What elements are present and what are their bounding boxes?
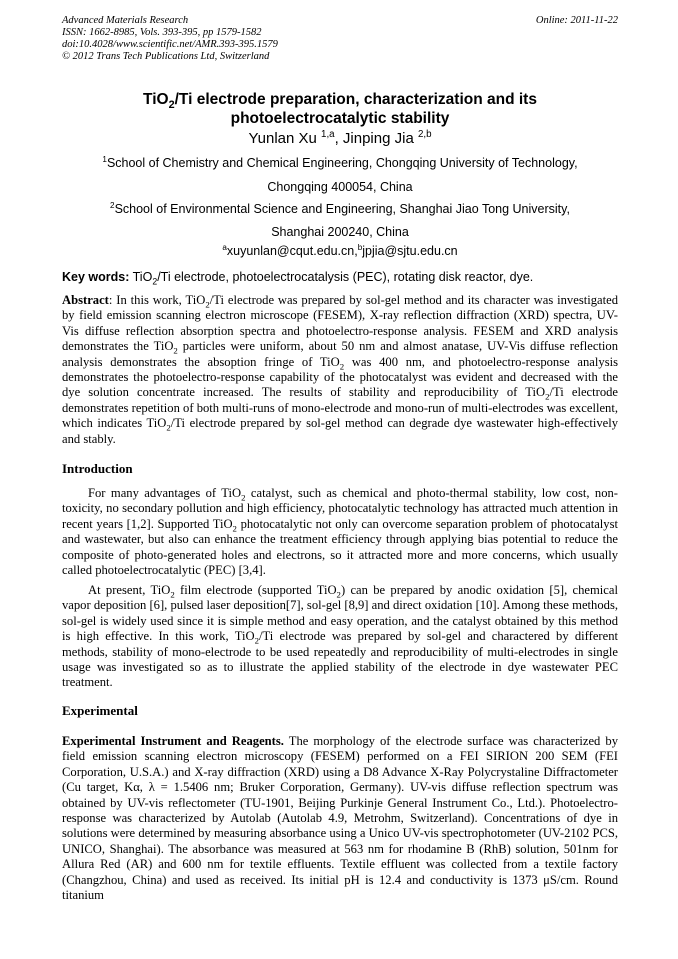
keywords-label: Key words:	[62, 270, 130, 284]
abstract: Abstract: In this work, TiO$_2$/Ti electrode was prepared by sol-gel method and its character was investigated by field emission scanning electron microscope (FESEM), X-ray reflection diffraction (XRD) spectra, UV-Vis diffuse reflection absorption spectra and photoelectro-response analysis. FESEM and XRD analysis demonstrates the TiO$_2$ particles were uniform, about 50 nm and almost anatase, UV-Vis diffuse reflection analysis demonstrates the absoption fringe of TiO$_2$ was 400 nm, and photoelectro-response analysis demonstrates the photoelectro-response capability of the photocatalyst was evident and decreased with the dye solution concentrate increased. The results of stability and reproducibility of TiO$_2$/Ti electrode demonstrates repetition of both multi-runs of mono-electrode and mono-run of multi-electrodes was excellent, which indicates TiO$_2$/Ti electrode prepared by sol-gel method can degrade dye wastewater high-effectively and stably.	[62, 293, 619, 446]
copyright-line: © 2012 Trans Tech Publications Ltd, Switzerland	[62, 51, 270, 62]
author-emails: $^a$xuyunlan@cqut.edu.cn,$^b$jpjia@sjtu.edu.cn	[222, 242, 458, 258]
introduction-paragraph-2: At present, TiO$_2$ film electrode (supported TiO$_2$) can be prepared by anodic oxidation [5], chemical vapor deposition [6], pulsed laser deposition[7], sol-gel [8,9] and direct oxidation [10]. Among these methods, sol-gel is widely used since it is simple method and easy operation, and the catalyst obtained by this method is high effective. In this work, TiO$_2$/Ti electrode was prepared by sol-gel and charactered by different methods, stability of mono-electrode to be used repeatedly and reproducibility of multi-electrodes in single usage was investigated so as to illustrate the applied stability of the electrode in dye wastewater PEC treatment.	[62, 583, 618, 690]
abstract-label: Abstract	[62, 293, 109, 307]
author-2: , Jinping Jia	[334, 130, 418, 147]
journal-header	[62, 15, 618, 63]
experimental-paragraph-1: Experimental Instrument and Reagents. The morphology of the electrode surface was characterized by field emission scanning electron microscopy (FESEM) performed on a FEI SIRION 200 SEM (FEI Corporation, U.S.A.) and X-ray diffraction (XRD) using a D8 Advance X-Ray Polycrystaline Diffractometer (Cu target, Kα, λ = 1.5406 nm; Bruker Corporation, Germany). UV-vis diffuse reflection spectrum was obtained by UV-vis reflectometer (TU-1901, Beijing Purkinje General Instrument Co., Ltd.). Photoelectro-response was characterized by Autolab (Autolab 4.9, Metrohm, Switzerland). Concentrations of dye in solutions were determined by measuring absorbance using a Unico UV-vis spectrophotometer (UV-2102 PCS, UNICO, Shanghai). The absorbance was measured at 563 nm for rhodamine B (RhB) solution, 501nm for Allura Red (AR) and 600 nm for textile effluents. Textile effluent was collected from a textile factory (Changzhou, China) and used as received. Its initial pH is 12.4 and conductivity is 1373 μS/cm. Round titanium	[62, 734, 618, 903]
affiliation-2-city: Shanghai 200240, China	[271, 225, 409, 239]
author-list: Yunlan Xu $^{1,a}$, Jinping Jia $^{2,b}$	[248, 129, 432, 147]
doi-line: doi:10.4028/www.scientific.net/AMR.393-395.1579	[62, 39, 278, 50]
introduction-paragraph-1: For many advantages of TiO$_2$ catalyst, such as chemical and photo-thermal stability, low cost, non-toxicity, no secondary pollution and high efficiency, photocatalytic technology has attracted much attention in recent years [1,2]. Supported TiO$_2$ photocatalytic not only can overcome separation problem of photocatalyst and wastewater, but also can enhance the treatment efficiency through applying bias potential to reduce the composite of photo-generated holes and electrons, so it attracted more and more concerns, which usually called photoelectrocatalytic (PEC) [3,4].	[62, 486, 618, 578]
affiliation-2: $^2$School of Environmental Science and Engineering, Shanghai Jiao Tong University,	[110, 200, 570, 216]
issn-line: ISSN: 1662-8985, Vols. 393-395, pp 1579-1582	[62, 27, 262, 38]
email-b: jpjia@sjtu.edu.cn	[362, 244, 458, 258]
introduction-heading: Introduction	[62, 461, 133, 476]
keywords: Key words: TiO$_2$/Ti electrode, photoelectrocatalysis (PEC), rotating disk reactor, dye.	[62, 270, 534, 287]
online-date: Online: 2011-11-22	[535, 15, 618, 26]
affiliation-1: $^1$School of Chemistry and Chemical Engineering, Chongqing University of Technology,	[102, 154, 578, 170]
title-line-1: TiO$_2$/Ti electrode preparation, characterization and its	[143, 91, 537, 112]
paper-title	[62, 90, 618, 128]
email-a: xuyunlan@cqut.edu.cn,	[226, 244, 358, 258]
affiliation-1-city: Chongqing 400054, China	[267, 180, 413, 194]
experimental-subheading: Experimental Instrument and Reagents.	[62, 734, 284, 748]
title-line-2: photoelectrocatalytic stability	[230, 110, 450, 127]
journal-name: Advanced Materials Research	[62, 15, 189, 26]
experimental-heading: Experimental	[62, 703, 138, 718]
author-1: Yunlan Xu	[248, 130, 322, 147]
